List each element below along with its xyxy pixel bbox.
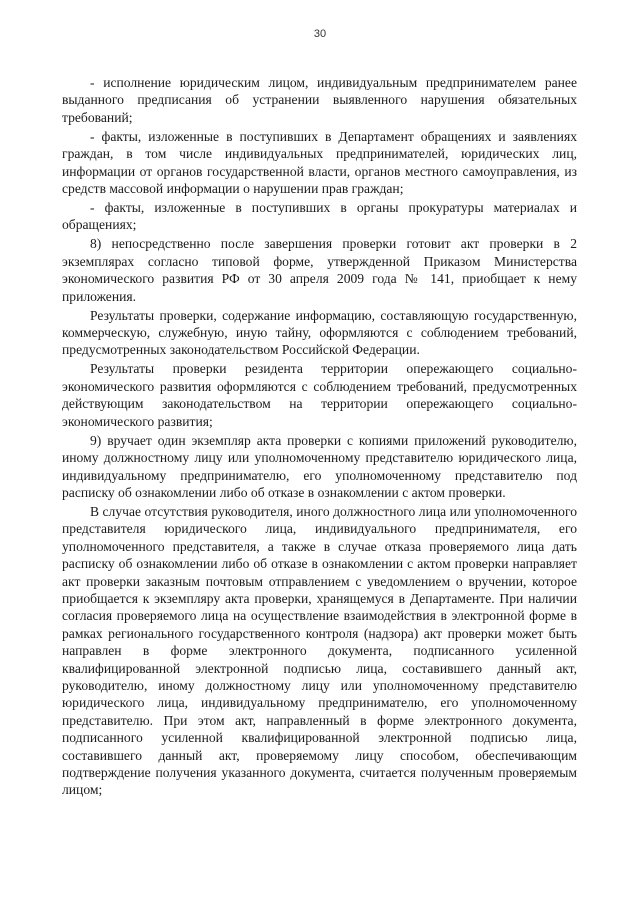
- paragraph-absence-case: В случае отсутствия руководителя, иного должностного лица или уполномоченного представителя юридического лица, индивидуального предпринимателя, его уполномоченного представителя, а также в случае отказа проверяемого лица дать расписку об ознакомлении либо об отказе в ознакомлении с актом проверки направляет акт проверки заказным почтовым отправлением с уведомлением о вручении, которое приобщается к экземпляру акта проверки, хранящемуся в Департаменте. При наличии согласия проверяемого лица на осуществление взаимодействия в электронной форме в рамках регионального государственного контроля (надзора) акт проверки может быть направлен в форме электронного документа, подписанного усиленной квалифицированной электронной подписью лица, составившего данный акт, руководителю, иному должностному лицу или уполномоченному представителю юридического лица, индивидуальному предпринимателю, его уполномоченному представителю. При этом акт, направленный в форме электронного документа, подписанного усиленной квалифицированной электронной подписью лица, составившего данный акт, проверяемому лицу способом, обеспечивающим подтверждение получения указанного документа, считается полученным проверяемым лицом;: [62, 503, 577, 798]
- paragraph-item-prosecution: - факты, изложенные в поступивших в органы прокуратуры материалах и обращениях;: [62, 200, 577, 233]
- paragraph-results-secrecy: Результаты проверки, содержание информацию, составляющую государственную, коммерческую, служебную, иную тайну, оформляются с соблюдением требований, предусмотренных законодательством Российской Федерации.: [62, 307, 577, 358]
- paragraph-item-appeals: - факты, изложенные в поступивших в Департамент обращениях и заявлениях граждан, в том числе индивидуальных предпринимателей, юридических лиц, информации от органов государственной власти, органов местного самоуправления, из средств массовой информации о нарушении прав граждан;: [62, 128, 577, 197]
- page-number: 30: [313, 28, 327, 40]
- document-body: [62, 74, 577, 799]
- paragraph-results-resident: Результаты проверки резидента территории опережающего социально-экономического развития оформляются с соблюдением требований, предусмотренных действующим законодательством на территории опережающего социально-экономического развития;: [62, 361, 577, 429]
- paragraph-point-9: 9) вручает один экземпляр акта проверки с копиями приложений руководителю, иному должностному лицу или уполномоченному представителю юридического лица, индивидуальному предпринимателю, его уполномоченному представителю под расписку об ознакомлении либо об отказе в ознакомлении с актом проверки.: [62, 432, 577, 500]
- paragraph-item-compliance: - исполнение юридическим лицом, индивидуальным предпринимателем ранее выданного предписания об устранении выявленного нарушения обязательных требований;: [62, 75, 577, 125]
- paragraph-point-8: 8) непосредственно после завершения проверки готовит акт проверки в 2 экземплярах согласно типовой форме, утвержденной Приказом Министерства экономического развития РФ от 30 апреля 2009 года № 141, приобщает к нему приложения.: [62, 236, 577, 304]
